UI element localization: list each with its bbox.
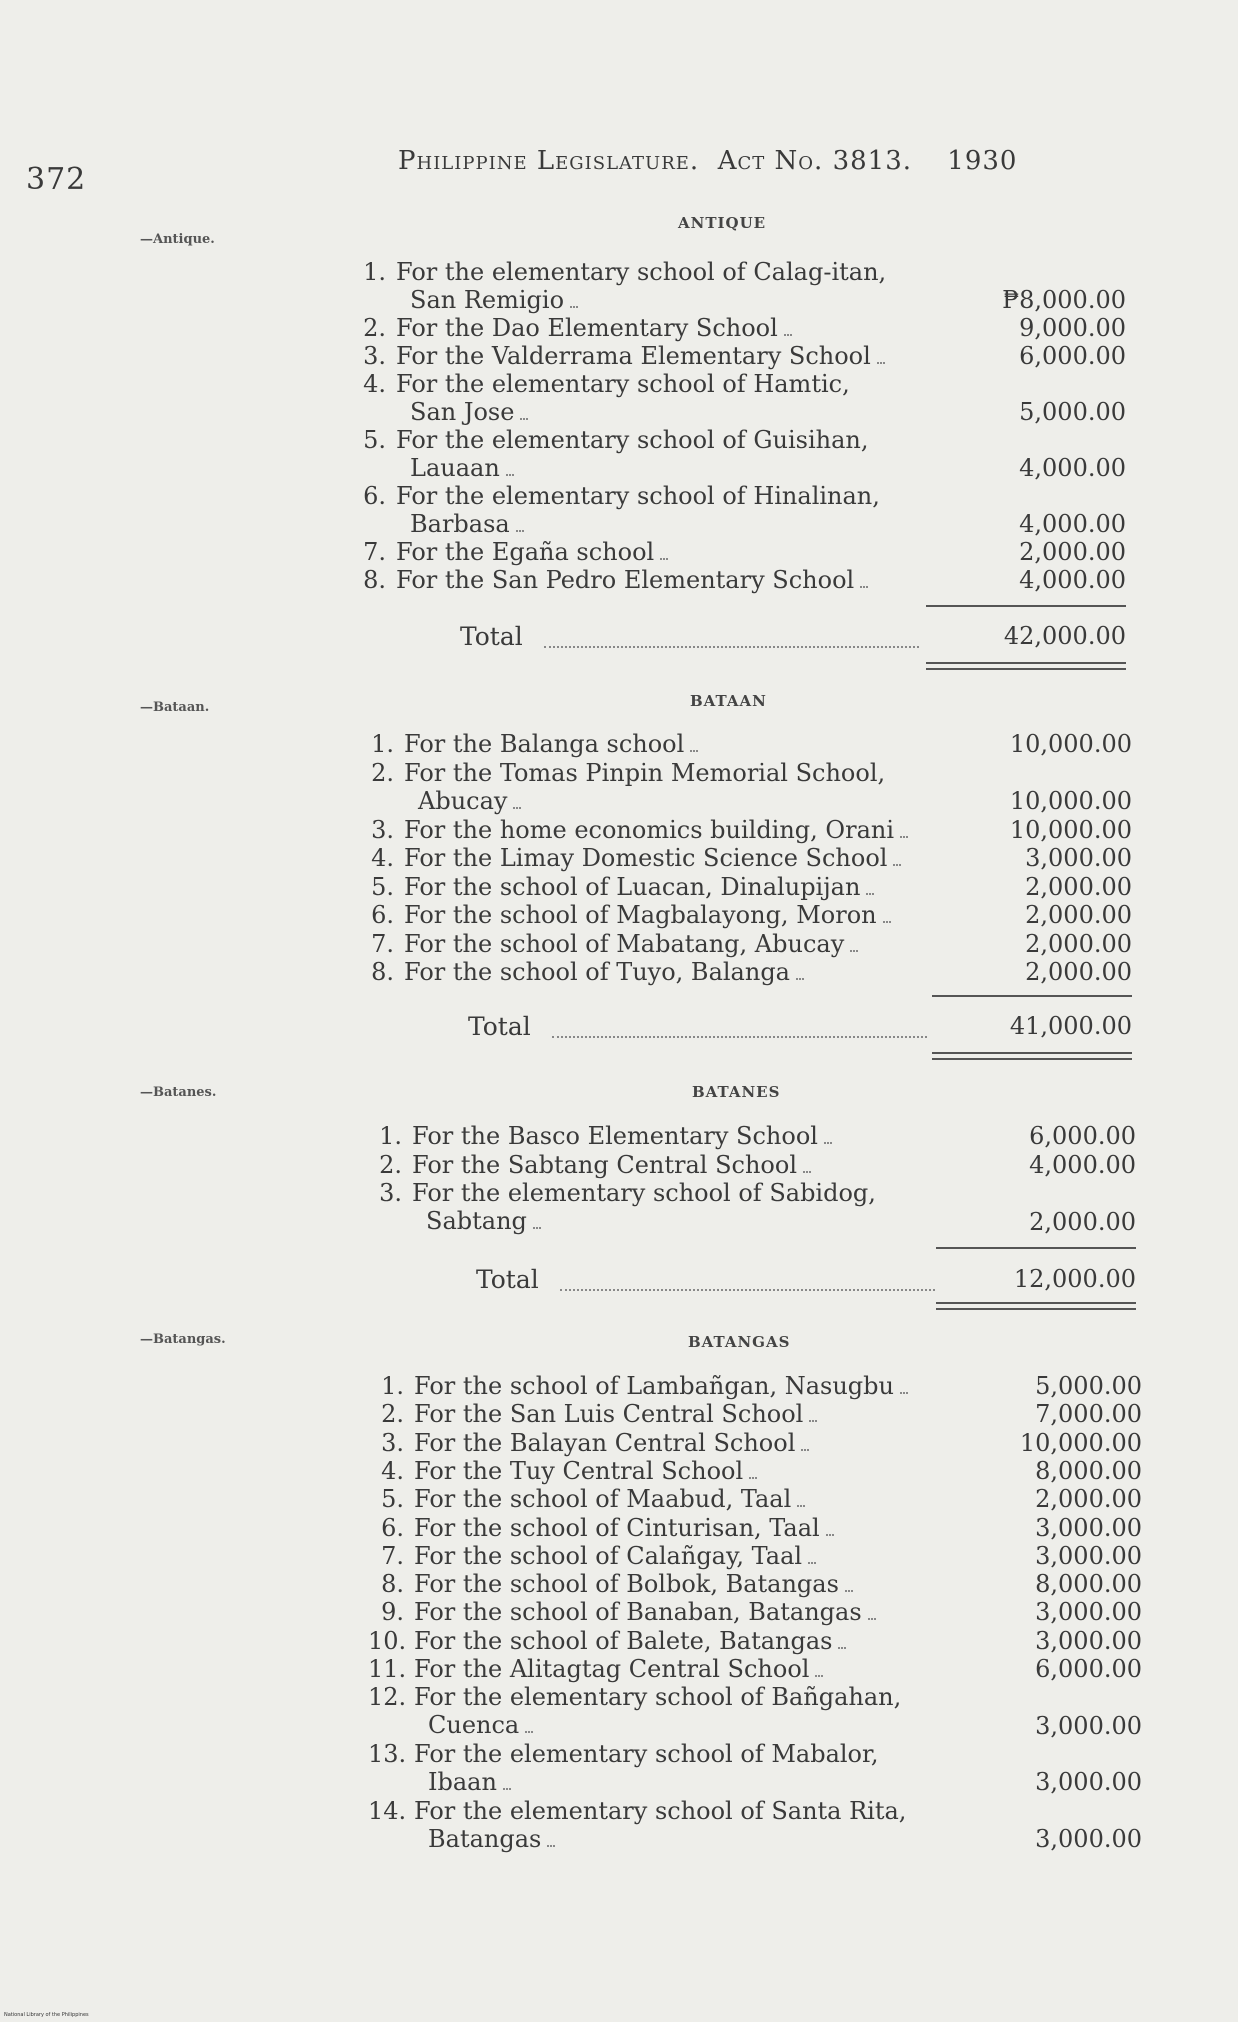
list-item: [350, 538, 925, 566]
item-description: For the Dao Elementary School: [396, 314, 778, 342]
list-item: [368, 1542, 943, 1570]
item-description: For the home economics building, Orani: [404, 815, 895, 844]
item-number: 9.: [381, 1598, 404, 1627]
item-number: 4.: [363, 370, 386, 398]
item-description: For the elementary school of Hamtic,: [396, 370, 850, 398]
item-amount: 6,000.00: [1029, 1122, 1136, 1150]
item-line: [358, 901, 933, 929]
act-number: Act No. 3813.: [717, 146, 913, 176]
dot-leader: [560, 1289, 935, 1291]
item-description: For the elementary school of Sabidog,: [412, 1179, 876, 1207]
item-amount: 3,000.00: [1025, 844, 1132, 872]
item-number: 12.: [368, 1683, 407, 1712]
item-description: For the Egaña school: [396, 538, 655, 566]
item-amount: 7,000.00: [1035, 1400, 1142, 1429]
item-description: Cuenca: [428, 1711, 520, 1740]
item-number: 2.: [371, 758, 394, 787]
page-number: 372: [26, 162, 87, 197]
section-title: BATAAN: [690, 692, 767, 710]
item-amount: 10,000.00: [1009, 815, 1132, 844]
item-line: [358, 787, 933, 815]
dot-leader: [801, 1449, 809, 1451]
margin-note: —Bataan.: [140, 700, 210, 715]
item-number: 2.: [379, 1150, 402, 1179]
item-number: 8.: [363, 566, 386, 594]
item-line: [368, 1655, 943, 1683]
item-number: 2.: [381, 1400, 404, 1429]
item-amount: 5,000.00: [1035, 1372, 1142, 1400]
item-line: [368, 1740, 943, 1768]
item-line: [358, 844, 933, 872]
item-line: [350, 286, 925, 314]
item-number: 5.: [381, 1485, 404, 1514]
item-description: For the Sabtang Central School: [412, 1150, 798, 1179]
double-rule: [932, 1058, 1132, 1060]
item-number: 8.: [371, 958, 394, 986]
item-number: 6.: [381, 1513, 404, 1542]
list-item: [368, 1570, 943, 1598]
list-item: [350, 566, 925, 594]
dot-leader: [860, 586, 868, 588]
total-label: Total: [460, 622, 523, 651]
item-line: [358, 930, 933, 958]
item-number: 7.: [381, 1541, 404, 1570]
item-number: 2.: [363, 314, 386, 342]
item-description: For the elementary school of Calag-itan,: [396, 258, 887, 286]
item-description: For the Tuy Central School: [414, 1456, 744, 1485]
item-description: Ibaan: [428, 1767, 497, 1796]
list-item: [366, 1179, 941, 1235]
item-line: [368, 1429, 943, 1457]
item-line: [366, 1151, 941, 1179]
dot-leader: [900, 836, 908, 838]
dot-leader: [570, 306, 578, 308]
dot-leader: [808, 1562, 816, 1564]
item-line: [368, 1598, 943, 1626]
item-amount: 2,000.00: [1035, 1485, 1142, 1514]
item-description: For the San Pedro Elementary School: [396, 566, 855, 594]
dot-leader: [513, 807, 521, 809]
item-description: Barbasa: [410, 510, 510, 538]
item-number: 1.: [363, 258, 386, 286]
list-item: [350, 258, 925, 314]
dot-leader: [868, 1618, 876, 1620]
total-amount: 41,000.00: [1009, 1012, 1132, 1040]
list-item: [358, 873, 933, 901]
item-line: [368, 1457, 943, 1485]
item-amount: 5,000.00: [1019, 398, 1126, 426]
item-line: [368, 1570, 943, 1598]
list-item: [368, 1627, 943, 1655]
list-item: [350, 342, 925, 370]
item-line: [350, 426, 925, 454]
item-line: [368, 1797, 943, 1825]
item-description: For the school of Cinturisan, Taal: [414, 1513, 820, 1542]
list-item: [368, 1457, 943, 1485]
item-amount: 6,000.00: [1019, 342, 1126, 370]
dot-leader: [544, 646, 919, 648]
item-line: [358, 730, 933, 758]
item-description: For the Balanga school: [404, 730, 685, 758]
item-line: [350, 454, 925, 482]
total-rule: [932, 995, 1132, 997]
list-item: [358, 958, 933, 986]
item-amount: 4,000.00: [1029, 1150, 1136, 1179]
list-item: [368, 1485, 943, 1513]
item-description: For the school of Calañgay, Taal: [414, 1541, 803, 1570]
section-title: BATANES: [692, 1083, 781, 1101]
dot-leader: [883, 921, 891, 923]
item-amount: 10,000.00: [1009, 787, 1132, 815]
item-description: For the Basco Elementary School: [412, 1122, 818, 1150]
item-line: [366, 1179, 941, 1207]
item-line: [358, 873, 933, 901]
item-line: [368, 1627, 943, 1655]
item-number: 3.: [363, 342, 386, 370]
item-line: [368, 1768, 943, 1796]
item-line: [368, 1372, 943, 1400]
list-item: [358, 930, 933, 958]
item-line: [368, 1514, 943, 1542]
total-label: Total: [468, 1012, 531, 1041]
dot-leader: [520, 418, 528, 420]
item-description: For the school of Magbalayong, Moron: [404, 901, 877, 929]
list-item: [350, 370, 925, 426]
item-line: [366, 1122, 941, 1150]
list-item: [366, 1151, 941, 1179]
item-line: [350, 510, 925, 538]
dot-leader: [850, 950, 858, 952]
item-line: [350, 314, 925, 342]
item-description: For the elementary school of Guisihan,: [396, 426, 869, 454]
item-description: For the elementary school of Santa Rita,: [414, 1796, 907, 1825]
total-rule: [936, 1247, 1136, 1249]
dot-leader: [533, 1227, 541, 1229]
double-rule: [926, 668, 1126, 670]
item-amount: ₱8,000.00: [1002, 286, 1126, 314]
item-description: For the school of Tuyo, Balanga: [404, 958, 790, 986]
item-amount: 3,000.00: [1035, 1626, 1142, 1655]
item-description: Abucay: [418, 786, 508, 815]
list-item: [350, 482, 925, 538]
item-amount: 9,000.00: [1019, 314, 1126, 342]
list-item: [358, 759, 933, 815]
list-item: [358, 730, 933, 758]
item-amount: 3,000.00: [1035, 1513, 1142, 1542]
dot-leader: [784, 334, 792, 336]
dot-leader: [503, 1788, 511, 1790]
item-description: For the school of Banaban, Batangas: [414, 1598, 862, 1627]
item-amount: 4,000.00: [1019, 566, 1126, 594]
item-number: 1.: [379, 1122, 402, 1150]
item-amount: 8,000.00: [1035, 1456, 1142, 1485]
item-line: [368, 1825, 943, 1853]
dot-leader: [877, 362, 885, 364]
item-amount: 3,000.00: [1035, 1824, 1142, 1853]
item-number: 7.: [363, 538, 386, 566]
dot-leader: [838, 1647, 846, 1649]
item-line: [350, 342, 925, 370]
item-amount: 2,000.00: [1025, 901, 1132, 929]
item-line: [350, 258, 925, 286]
list-item: [368, 1655, 943, 1683]
item-number: 7.: [371, 929, 394, 958]
item-amount: 2,000.00: [1025, 872, 1132, 901]
item-number: 11.: [368, 1655, 407, 1683]
item-line: [368, 1400, 943, 1428]
item-number: 3.: [381, 1428, 404, 1457]
dot-leader: [796, 978, 804, 980]
item-description: San Jose: [410, 398, 515, 426]
item-line: [350, 482, 925, 510]
dot-leader: [845, 1590, 853, 1592]
item-amount: 4,000.00: [1019, 510, 1126, 538]
item-number: 1.: [381, 1372, 404, 1400]
item-line: [350, 538, 925, 566]
item-number: 3.: [379, 1179, 402, 1207]
item-line: [350, 566, 925, 594]
item-line: [368, 1485, 943, 1513]
dot-leader: [824, 1142, 832, 1144]
section-title: ANTIQUE: [678, 214, 767, 232]
total-label: Total: [476, 1265, 539, 1294]
item-description: For the school of Balete, Batangas: [414, 1626, 833, 1655]
item-description: Lauaan: [410, 454, 500, 482]
item-amount: 8,000.00: [1035, 1570, 1142, 1599]
item-amount: 4,000.00: [1019, 454, 1126, 482]
double-rule: [926, 662, 1126, 664]
item-description: Sabtang: [426, 1207, 527, 1235]
running-head: [398, 146, 1017, 176]
item-amount: 3,000.00: [1035, 1598, 1142, 1627]
item-amount: 2,000.00: [1025, 958, 1132, 986]
dot-leader: [749, 1477, 757, 1479]
item-line: [368, 1683, 943, 1711]
item-line: [368, 1542, 943, 1570]
item-amount: 10,000.00: [1009, 730, 1132, 758]
list-item: [358, 901, 933, 929]
item-description: For the San Luis Central School: [414, 1400, 804, 1429]
dot-leader: [552, 1036, 927, 1038]
item-amount: 3,000.00: [1035, 1711, 1142, 1740]
double-rule: [936, 1308, 1136, 1310]
dot-leader: [815, 1675, 823, 1677]
item-description: For the Valderrama Elementary School: [396, 342, 871, 370]
item-number: 14.: [368, 1796, 407, 1825]
list-item: [358, 844, 933, 872]
item-description: San Remigio: [410, 286, 565, 314]
item-number: 6.: [371, 901, 394, 929]
item-description: For the school of Maabud, Taal: [414, 1485, 792, 1514]
item-line: [368, 1711, 943, 1739]
dot-leader: [809, 1420, 817, 1422]
list-item: [368, 1514, 943, 1542]
item-amount: 6,000.00: [1035, 1655, 1142, 1683]
item-description: For the Alitagtag Central School: [414, 1655, 810, 1683]
item-description: For the school of Mabatang, Abucay: [404, 929, 845, 958]
dot-leader: [690, 750, 698, 752]
total-amount: 12,000.00: [1013, 1265, 1136, 1293]
total-amount: 42,000.00: [1003, 622, 1126, 650]
item-number: 5.: [363, 426, 386, 454]
item-number: 1.: [371, 730, 394, 758]
dot-leader: [525, 1731, 533, 1733]
list-item: [368, 1598, 943, 1626]
item-description: For the school of Lambañgan, Nasugbu: [414, 1372, 894, 1400]
item-description: Batangas: [428, 1824, 542, 1853]
legislature-title: Philippine Legislature.: [398, 146, 700, 176]
item-description: For the elementary school of Bañgahan,: [414, 1683, 902, 1712]
item-description: For the Balayan Central School: [414, 1428, 796, 1457]
item-amount: 2,000.00: [1025, 929, 1132, 958]
list-item: [368, 1400, 943, 1428]
item-description: For the school of Bolbok, Batangas: [414, 1570, 839, 1599]
double-rule: [936, 1302, 1136, 1304]
item-number: 4.: [371, 844, 394, 872]
item-number: 8.: [381, 1570, 404, 1599]
item-line: [358, 816, 933, 844]
section-title: BATANGAS: [688, 1333, 791, 1351]
year: 1930: [947, 146, 1018, 176]
item-line: [350, 370, 925, 398]
margin-note: —Batangas.: [140, 1332, 226, 1347]
item-amount: 3,000.00: [1035, 1541, 1142, 1570]
list-item: [368, 1797, 943, 1853]
item-description: For the elementary school of Mabalor,: [414, 1739, 879, 1768]
item-line: [366, 1207, 941, 1235]
item-number: 6.: [363, 482, 386, 510]
item-number: 5.: [371, 872, 394, 901]
footer-credit: National Library of the Philippines: [4, 2012, 89, 2018]
item-number: 13.: [368, 1739, 407, 1768]
list-item: [350, 426, 925, 482]
dot-leader: [516, 530, 524, 532]
item-description: For the Tomas Pinpin Memorial School,: [404, 758, 886, 787]
list-item: [368, 1429, 943, 1457]
list-item: [358, 816, 933, 844]
dot-leader: [660, 558, 668, 560]
list-item: [368, 1683, 943, 1739]
margin-note: —Antique.: [140, 232, 215, 247]
dot-leader: [506, 474, 514, 476]
double-rule: [932, 1052, 1132, 1054]
item-amount: 10,000.00: [1019, 1428, 1142, 1457]
item-amount: 2,000.00: [1029, 1207, 1136, 1236]
list-item: [368, 1372, 943, 1400]
dot-leader: [900, 1392, 908, 1394]
item-line: [358, 759, 933, 787]
item-description: For the elementary school of Hinalinan,: [396, 482, 880, 510]
item-number: 10.: [368, 1626, 407, 1655]
item-line: [358, 958, 933, 986]
dot-leader: [866, 893, 874, 895]
item-amount: 3,000.00: [1035, 1768, 1142, 1797]
dot-leader: [797, 1505, 805, 1507]
item-number: 4.: [381, 1456, 404, 1485]
list-item: [350, 314, 925, 342]
list-item: [368, 1740, 943, 1796]
total-rule: [926, 605, 1126, 607]
item-description: For the Limay Domestic Science School: [404, 844, 888, 872]
dot-leader: [803, 1171, 811, 1173]
dot-leader: [547, 1845, 555, 1847]
dot-leader: [893, 864, 901, 866]
item-line: [350, 398, 925, 426]
list-item: [366, 1122, 941, 1150]
item-number: 3.: [371, 815, 394, 844]
item-description: For the school of Luacan, Dinalupijan: [404, 872, 861, 901]
item-amount: 2,000.00: [1019, 538, 1126, 566]
margin-note: —Batanes.: [140, 1085, 217, 1100]
dot-leader: [826, 1534, 834, 1536]
